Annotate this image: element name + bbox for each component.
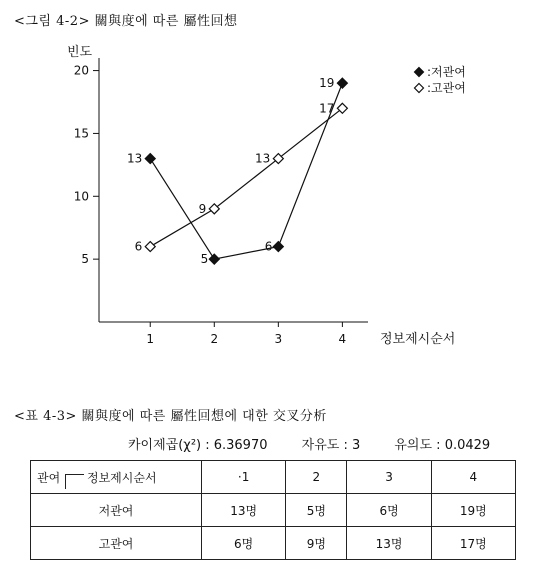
degrees-of-freedom-stat: 자유도 : 3 [301,438,361,453]
x-tick-label: 2 [210,332,219,346]
x-tick-label: 1 [146,332,155,346]
row-label: 저관여 [31,494,202,527]
x-tick-label: 3 [274,332,283,346]
table-cell: 13명 [202,494,286,527]
crosstab-table [30,460,516,560]
row-label: 고관여 [31,527,202,560]
data-label: 6 [264,239,273,254]
series-line [150,83,342,259]
table-header-corner [31,461,202,494]
significance-stat: 유의도 : 0.0429 [394,438,491,453]
column-header: 4 [431,461,515,494]
figure-caption: <그림 4-2> 關與度에 따른 屬性回想 [14,14,238,29]
table-cell: 6명 [202,527,286,560]
legend-label: :저관여 [427,65,466,79]
filled-diamond-point [273,242,283,252]
column-header: 2 [286,461,347,494]
y-tick-label: 5 [81,252,89,267]
statistics-line [128,434,494,453]
header-main-label: 정보제시순서 [87,471,157,485]
header-bracket [65,474,84,489]
y-tick-label: 20 [73,63,89,78]
data-label: 19 [319,76,335,91]
data-label: 13 [255,151,271,166]
y-axis-label: 빈도 [67,45,93,60]
open-diamond-point [145,242,155,252]
table-row [31,494,516,527]
x-axis-label: 정보제시순서 [380,332,456,347]
table-cell: 19명 [431,494,515,527]
x-tick-label: 4 [338,332,347,346]
chi-square-stat: 카이제곱(χ²) : 6.36970 [128,438,268,453]
table-row [31,527,516,560]
y-tick-label: 15 [73,126,89,141]
data-label: 9 [198,201,207,216]
data-label: 5 [200,252,209,267]
table-caption: <표 4-3> 關與度에 따른 屬性回想에 대한 交叉分析 [14,409,327,424]
table-cell: 5명 [286,494,347,527]
header-corner-label: 관여 [37,471,61,485]
table-cell: 9명 [286,527,347,560]
filled-diamond-point [337,78,347,88]
data-label: 13 [126,151,143,166]
legend-label: :고관여 [427,81,466,95]
y-tick-label: 10 [73,189,89,204]
column-header: 3 [347,461,431,494]
series-line [150,108,342,246]
table-cell: 6명 [347,494,431,527]
table-cell: 17명 [431,527,515,560]
filled-diamond-point [145,154,155,164]
data-label: 17 [319,101,335,116]
table-header-row [31,461,516,494]
data-label: 6 [134,239,143,254]
table-cell: 13명 [347,527,431,560]
legend-filled-diamond [415,68,424,77]
legend-open-diamond [415,84,424,93]
filled-diamond-point [209,254,219,264]
column-header: ·1 [202,461,286,494]
